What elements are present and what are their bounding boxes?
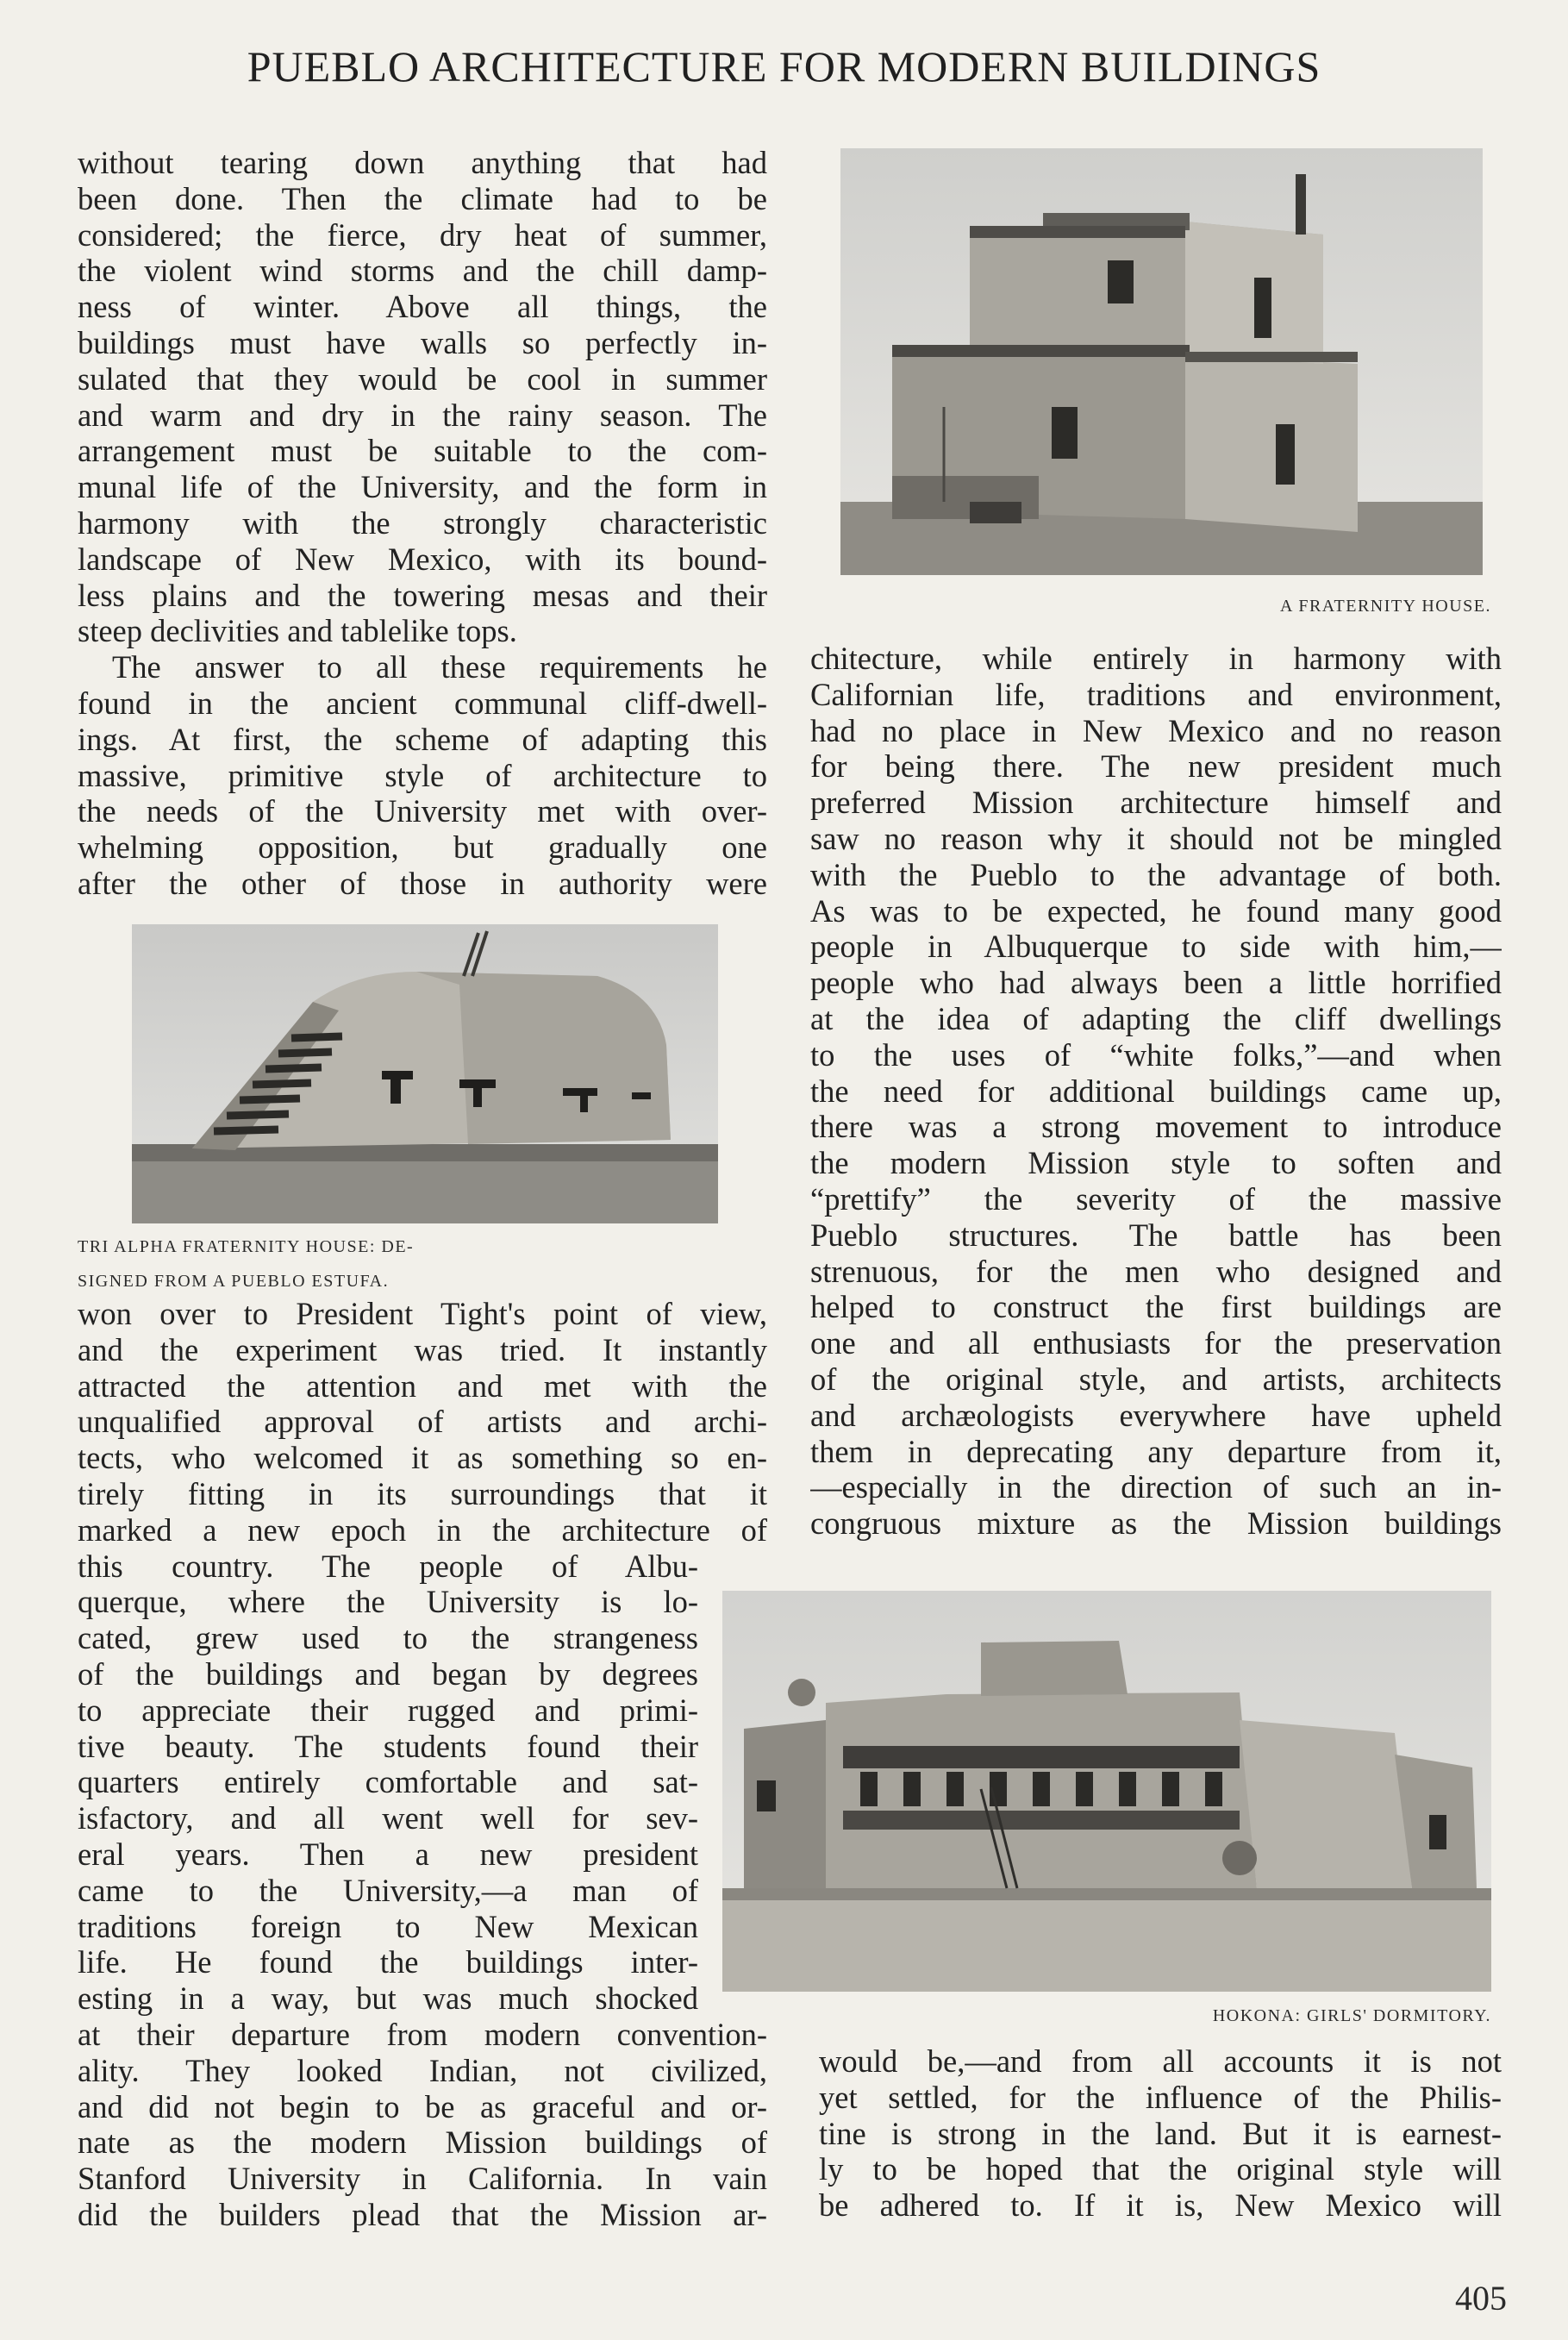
- tri-alpha-caption-line-2: SIGNED FROM A PUEBLO ESTUFA.: [78, 1272, 390, 1291]
- text-line: steep declivities and tablelike tops.: [78, 613, 517, 649]
- text-line: eral years. Then a new president: [78, 1836, 698, 1872]
- text-line: attracted the attention and met with the: [78, 1367, 767, 1404]
- text-line: the need for additional buildings came up,: [810, 1073, 1502, 1109]
- text-line: ality. They looked Indian, not civilized,: [78, 2052, 767, 2088]
- text-line: isfactory, and all went well for sev-: [78, 1800, 698, 1836]
- text-line: tine is strong in the land. But it is earnest-: [819, 2115, 1502, 2151]
- text-line: after the other of those in authority were: [78, 865, 767, 901]
- text-line: “prettify” the severity of the massive: [810, 1180, 1502, 1217]
- right-column-bottom-text: [819, 2043, 1502, 2224]
- text-line: ness of winter. Above all things, the: [78, 289, 767, 325]
- text-line: at the idea of adapting the cliff dwellings: [810, 1000, 1502, 1036]
- fraternity-house-photo: [840, 148, 1483, 575]
- text-line: ly to be hoped that the original style will: [819, 2151, 1502, 2187]
- text-line: landscape of New Mexico, with its bound-: [78, 541, 767, 577]
- text-line: the needs of the University met with over-: [78, 793, 767, 829]
- text-line: to appreciate their rugged and primi-: [78, 1692, 698, 1728]
- text-line: marked a new epoch in the architecture of: [78, 1511, 767, 1548]
- page-title: PUEBLO ARCHITECTURE FOR MODERN BUILDINGS: [247, 42, 1321, 91]
- text-line: tirely fitting in its surroundings that it: [78, 1475, 767, 1511]
- text-line: helped to construct the first buildings are: [810, 1289, 1502, 1325]
- text-line: the modern Mission style to soften and: [810, 1145, 1502, 1181]
- left-column-bottom-text: [78, 1296, 767, 2233]
- tri-alpha-caption-line-1: TRI ALPHA FRATERNITY HOUSE: DE-: [78, 1237, 415, 1256]
- text-line: The answer to all these requirements he: [112, 649, 767, 685]
- text-line: to the uses of “white folks,”—and when: [810, 1036, 1502, 1073]
- text-line: and archæologists everywhere have upheld: [810, 1397, 1502, 1433]
- text-line: nate as the modern Mission buildings of: [78, 2124, 767, 2161]
- text-line: preferred Mission architecture himself and: [810, 785, 1502, 821]
- text-line: one and all enthusiasts for the preservation: [810, 1325, 1502, 1361]
- text-line: did the builders plead that the Mission ar-: [78, 2196, 767, 2232]
- text-line: considered; the fierce, dry heat of summer,: [78, 216, 767, 253]
- text-line: Pueblo structures. The battle has been: [810, 1217, 1502, 1253]
- text-line: As was to be expected, he found many good: [810, 892, 1502, 929]
- right-column-middle-text: [810, 641, 1502, 1542]
- text-line: there was a strong movement to introduce: [810, 1109, 1502, 1145]
- text-line: ings. At first, the scheme of adapting this: [78, 721, 767, 757]
- text-line: won over to President Tight's point of view,: [78, 1296, 767, 1331]
- text-line: be adhered to. If it is, New Mexico will: [819, 2187, 1502, 2224]
- text-line: unqualified approval of artists and archi-: [78, 1404, 767, 1440]
- text-line: tects, who welcomed it as something so en-: [78, 1440, 767, 1476]
- text-line: had no place in New Mexico and no reason: [810, 712, 1502, 748]
- text-line: chitecture, while entirely in harmony with: [810, 641, 1502, 676]
- text-line: munal life of the University, and the form in: [78, 469, 767, 505]
- text-line: without tearing down anything that had: [78, 145, 767, 180]
- text-line: life. He found the buildings inter-: [78, 1944, 698, 1980]
- text-line: Californian life, traditions and environment,: [810, 676, 1502, 712]
- text-line: for being there. The new president much: [810, 748, 1502, 785]
- tri-alpha-fraternity-house-photo: [132, 924, 718, 1223]
- text-line: this country. The people of Albu-: [78, 1548, 698, 1584]
- text-line: been done. Then the climate had to be: [78, 180, 767, 216]
- text-line: sulated that they would be cool in summer: [78, 360, 767, 397]
- text-line: would be,—and from all accounts it is not: [819, 2043, 1502, 2079]
- text-line: quarters entirely comfortable and sat-: [78, 1764, 698, 1800]
- text-line: tive beauty. The students found their: [78, 1728, 698, 1764]
- text-line: yet settled, for the influence of the Philis-: [819, 2079, 1502, 2115]
- text-line: whelming opposition, but gradually one: [78, 829, 767, 866]
- text-line: Stanford University in California. In vain: [78, 2161, 767, 2197]
- text-line: —especially in the direction of such an in-: [810, 1469, 1502, 1505]
- fraternity-house-caption: A FRATERNITY HOUSE.: [1280, 597, 1491, 616]
- text-line: them in deprecating any departure from it,: [810, 1433, 1502, 1469]
- text-line: buildings must have walls so perfectly in-: [78, 324, 767, 360]
- text-line: of the buildings and began by degrees: [78, 1655, 698, 1692]
- page-number: 405: [1455, 2279, 1507, 2318]
- text-line: found in the ancient communal cliff-dwell-: [78, 685, 767, 721]
- text-line: cated, grew used to the strangeness: [78, 1620, 698, 1656]
- text-line: esting in a way, but was much shocked: [78, 1980, 698, 2017]
- text-line: and warm and dry in the rainy season. The: [78, 397, 767, 433]
- text-line: with the Pueblo to the advantage of both.: [810, 856, 1502, 892]
- text-line: and did not begin to be as graceful and or-: [78, 2088, 767, 2124]
- text-line: at their departure from modern convention-: [78, 2016, 767, 2052]
- left-column-top-text: [78, 145, 767, 902]
- text-line: massive, primitive style of architecture to: [78, 757, 767, 793]
- text-line: the violent wind storms and the chill damp-: [78, 253, 767, 289]
- text-line: congruous mixture as the Mission buildings: [810, 1505, 1502, 1542]
- text-line: and the experiment was tried. It instantly: [78, 1331, 767, 1367]
- hokona-caption: HOKONA: GIRLS' DORMITORY.: [1212, 2006, 1491, 2025]
- text-line: traditions foreign to New Mexican: [78, 1908, 698, 1944]
- text-line: arrangement must be suitable to the com-: [78, 433, 767, 469]
- text-line: people who had always been a little horrified: [810, 965, 1502, 1001]
- text-line: people in Albuquerque to side with him,—: [810, 929, 1502, 965]
- text-line: came to the University,—a man of: [78, 1872, 698, 1908]
- text-line: querque, where the University is lo-: [78, 1584, 698, 1620]
- text-line: saw no reason why it should not be mingled: [810, 820, 1502, 856]
- hokona-dormitory-photo: [722, 1591, 1491, 1992]
- text-line: of the original style, and artists, architects: [810, 1361, 1502, 1397]
- text-line: less plains and the towering mesas and their: [78, 577, 767, 613]
- text-line: harmony with the strongly characteristic: [78, 504, 767, 541]
- tri-alpha-caption: [78, 1229, 715, 1298]
- text-line: strenuous, for the men who designed and: [810, 1253, 1502, 1289]
